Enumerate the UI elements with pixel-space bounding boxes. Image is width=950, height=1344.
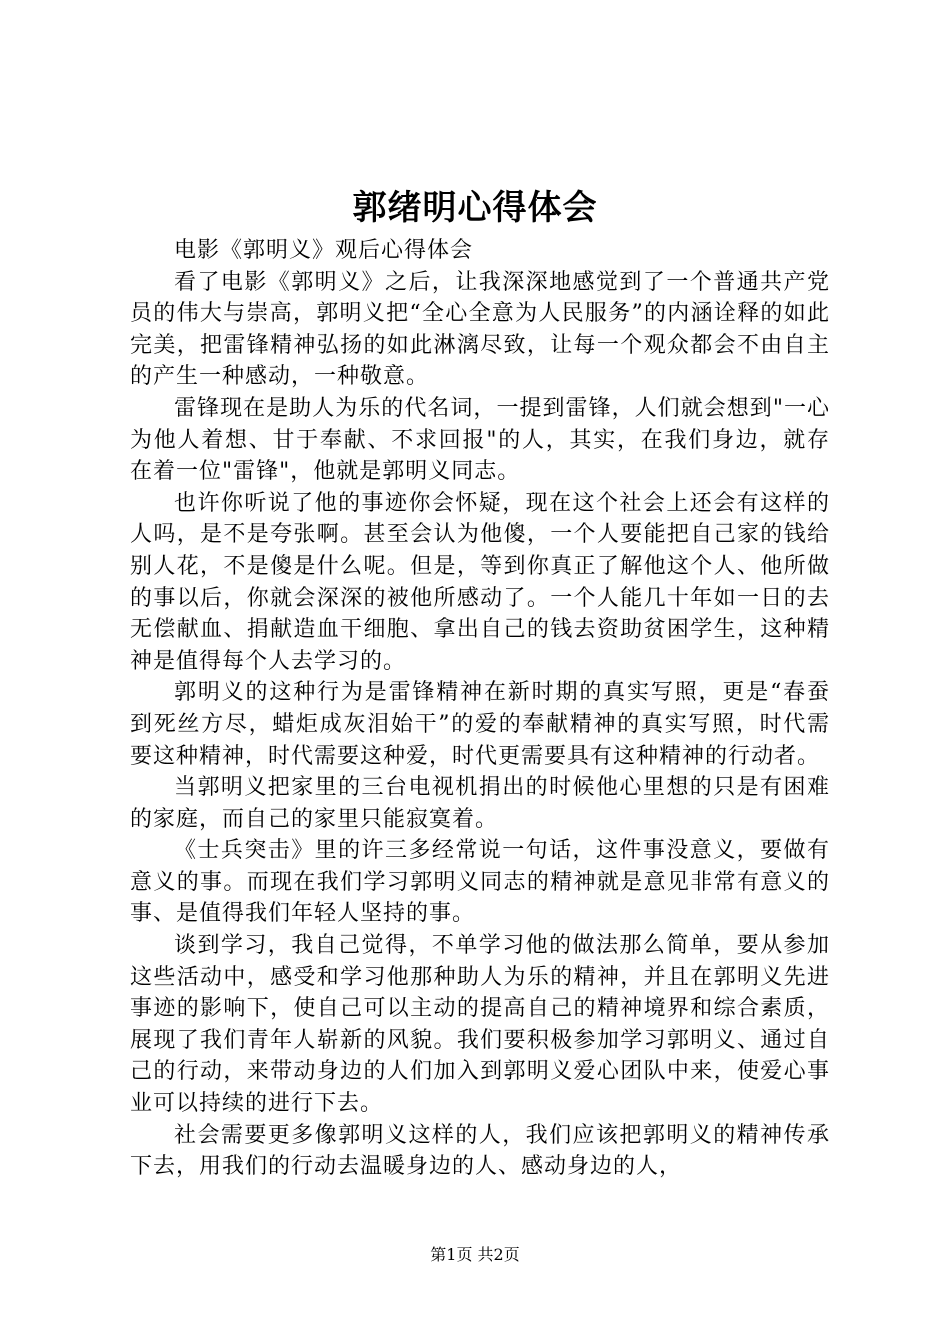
paragraph: 雷锋现在是助人为乐的代名词，一提到雷锋，人们就会想到"一心为他人着想、甘于奉献、不求回报"的人，其实，在我们身边，就存在着一位"雷锋"，他就是郭明义同志。 [130, 395, 830, 485]
paragraph: 当郭明义把家里的三台电视机捐出的时候他心里想的只是有困难的家庭，而自己的家里只能寂寞着。 [130, 775, 830, 832]
paragraph: 社会需要更多像郭明义这样的人，我们应该把郭明义的精神传承下去，用我们的行动去温暖身边的人、感动身边的人， [130, 1122, 830, 1180]
document-body [130, 235, 830, 1183]
paragraph: 谈到学习，我自己觉得，不单学习他的做法那么简单，要从参加这些活动中，感受和学习他那种助人为乐的精神，并且在郭明义先进事迹的影响下，使自己可以主动的提高自己的精神境界和综合素质，展现了我们青年人崭新的风貌。我们要积极参加学习郭明义、通过自己的行动，来带动身边的人们加入到郭明义爱心团队中来，使爱心事业可以持续的进行下去。 [130, 933, 830, 1117]
page-footer: 第1页 共2页 [430, 1245, 520, 1264]
paragraph: 看了电影《郭明义》之后，让我深深地感觉到了一个普通共产党员的伟大与崇高，郭明义把“全心全意为人民服务”的内涵诠释的如此完美，把雷锋精神弘扬的如此淋漓尽致，让每一个观众都会不由自主的产生一种感动，一种敬意。 [130, 269, 830, 390]
paragraph: 也许你听说了他的事迹你会怀疑，现在这个社会上还会有这样的人吗，是不是夸张啊。甚至会认为他傻，一个人要能把自己家的钱给别人花，不是傻是什么呢。但是，等到你真正了解他这个人、他所做的事以后，你就会深深的被他所感动了。一个人能几十年如一日的去无偿献血、捐献造血干细胞、拿出自己的钱去资助贫困学生，这种精神是值得每个人去学习的。 [130, 490, 830, 674]
paragraph-subtitle: 电影《郭明义》观后心得体会 [174, 238, 474, 263]
paragraph: 《士兵突击》里的许三多经常说一句话，这件事没意义，要做有意义的事。而现在我们学习郭明义同志的精神就是意见非常有意义的事、是值得我们年轻人坚持的事。 [130, 838, 830, 927]
document-title: 郭绪明心得体会 [352, 188, 598, 228]
paragraph: 郭明义的这种行为是雷锋精神在新时期的真实写照，更是“春蚕到死丝方尽，蜡炬成灰泪始干”的爱的奉献精神的真实写照，时代需要这种精神，时代需要这种爱，时代更需要具有这种精神的行动者。 [130, 680, 830, 769]
